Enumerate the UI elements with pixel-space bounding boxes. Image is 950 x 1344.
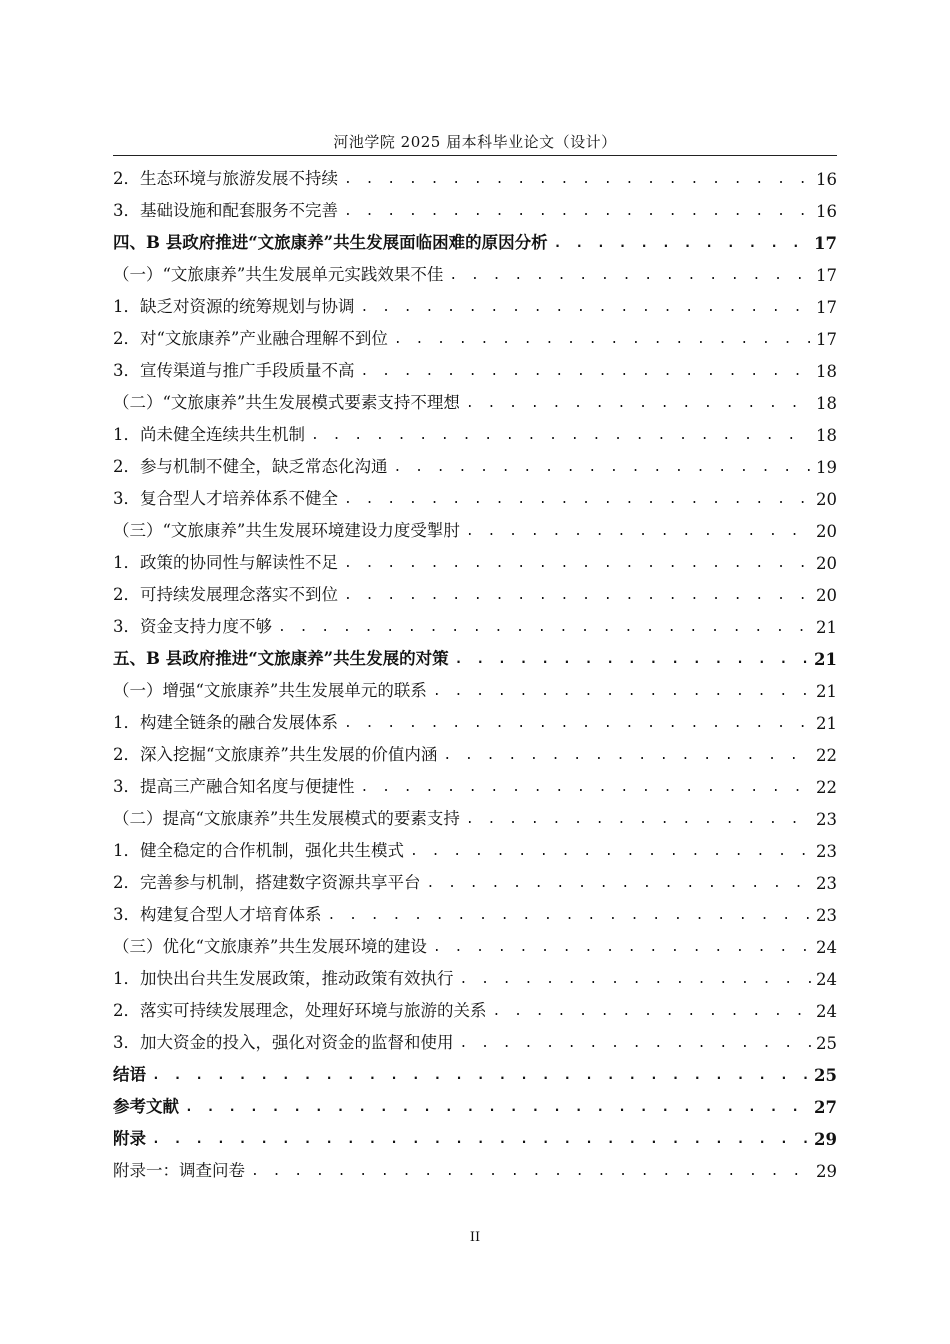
toc-entry-title: 3．基础设施和配套服务不完善 — [113, 201, 338, 220]
toc-entry-title: 3．构建复合型人才培育体系 — [113, 905, 322, 924]
toc-entry-page: 21 — [816, 714, 837, 733]
toc-leader-dots — [466, 812, 812, 827]
toc-entry-page: 19 — [816, 458, 837, 477]
toc-entry-title: 1．健全稳定的合作机制，强化共生模式 — [113, 841, 404, 860]
toc-entry-title: （三）“文旅康养”共生发展环境建设力度受掣肘 — [113, 521, 460, 540]
toc-entry[interactable] — [113, 738, 837, 770]
toc-entry[interactable] — [113, 1122, 837, 1154]
toc-entry[interactable] — [113, 322, 837, 354]
toc-entry-page: 27 — [814, 1098, 837, 1117]
toc-entry[interactable] — [113, 994, 837, 1026]
toc-entry-title: 1．构建全链条的融合发展体系 — [113, 713, 338, 732]
toc-entry-page: 23 — [816, 810, 837, 829]
toc-leader-dots — [361, 364, 813, 379]
toc-entry[interactable] — [113, 706, 837, 738]
toc-entry-page: 21 — [814, 650, 837, 669]
toc-entry-title: 1．尚未健全连续共生机制 — [113, 425, 305, 444]
toc-leader-dots — [152, 1132, 810, 1147]
toc-entry-title: 2．对“文旅康养”产业融合理解不到位 — [113, 329, 388, 348]
toc-entry[interactable] — [113, 1058, 837, 1090]
toc-leader-dots — [466, 524, 812, 539]
toc-entry[interactable] — [113, 226, 837, 258]
toc-entry[interactable] — [113, 1154, 837, 1186]
toc-entry-title: 3．加大资金的投入，强化对资金的监督和使用 — [113, 1033, 454, 1052]
toc-entry[interactable] — [113, 866, 837, 898]
toc-leader-dots — [410, 844, 812, 859]
toc-entry[interactable] — [113, 610, 837, 642]
toc-leader-dots — [311, 428, 812, 443]
running-header: 河池学院 2025 届本科毕业论文（设计） — [333, 133, 617, 151]
toc-entry-page: 21 — [816, 618, 837, 637]
toc-leader-dots — [443, 748, 812, 763]
toc-entry[interactable] — [113, 450, 837, 482]
toc-entry[interactable] — [113, 194, 837, 226]
toc-entry-page: 17 — [816, 266, 837, 285]
toc-entry-page: 17 — [816, 298, 837, 317]
toc-entry-page: 23 — [816, 874, 837, 893]
toc-leader-dots — [344, 172, 812, 187]
toc-entry-title: 2．落实可持续发展理念，处理好环境与旅游的关系 — [113, 1001, 487, 1020]
toc-entry-title: 3．提高三产融合知名度与便捷性 — [113, 777, 355, 796]
toc-entry-title: 1．政策的协同性与解读性不足 — [113, 553, 338, 572]
toc-leader-dots — [344, 588, 812, 603]
toc-entry-title: （一）“文旅康养”共生发展单元实践效果不佳 — [113, 265, 444, 284]
toc-entry-page: 23 — [816, 906, 837, 925]
toc-entry-title: 1．缺乏对资源的统筹规划与协调 — [113, 297, 355, 316]
toc-entry-page: 20 — [816, 490, 837, 509]
toc-entry-page: 18 — [816, 426, 837, 445]
toc-entry-page: 18 — [816, 394, 837, 413]
toc-entry-page: 29 — [814, 1130, 837, 1149]
toc-entry[interactable] — [113, 546, 837, 578]
toc-entry-title: 参考文献 — [113, 1097, 179, 1116]
toc-entry-title: 3．宣传渠道与推广手段质量不高 — [113, 361, 355, 380]
toc-entry-title: （一）增强“文旅康养”共生发展单元的联系 — [113, 681, 427, 700]
toc-entry-title: 附录 — [113, 1129, 146, 1148]
toc-entry-page: 21 — [816, 682, 837, 701]
toc-entry[interactable] — [113, 578, 837, 610]
toc-entry-page: 24 — [816, 1002, 837, 1021]
toc-entry[interactable] — [113, 418, 837, 450]
toc-entry-title: 2．深入挖掘“文旅康养”共生发展的价值内涵 — [113, 745, 438, 764]
toc-entry-title: 四、B 县政府推进“文旅康养”共生发展面临困难的原因分析 — [113, 233, 548, 252]
toc-entry-page: 17 — [814, 234, 837, 253]
toc-leader-dots — [394, 332, 812, 347]
toc-entry-title: （二）“文旅康养”共生发展模式要素支持不理想 — [113, 393, 460, 412]
toc-entry-title: 结语 — [113, 1065, 146, 1084]
toc-leader-dots — [152, 1068, 810, 1083]
toc-entry-title: 2．生态环境与旅游发展不持续 — [113, 169, 338, 188]
header-rule — [113, 155, 837, 156]
toc-leader-dots — [278, 620, 812, 635]
toc-entry-title: （三）优化“文旅康养”共生发展环境的建设 — [113, 937, 427, 956]
toc-entry[interactable] — [113, 1026, 837, 1058]
toc-leader-dots — [466, 396, 812, 411]
toc-entry[interactable] — [113, 514, 837, 546]
toc-entry-page: 24 — [816, 970, 837, 989]
toc-leader-dots — [433, 940, 812, 955]
toc-entry[interactable] — [113, 898, 837, 930]
toc-entry-title: 五、B 县政府推进“文旅康养”共生发展的对策 — [113, 649, 449, 668]
toc-entry[interactable] — [113, 834, 837, 866]
toc-leader-dots — [433, 684, 812, 699]
toc-entry-title: 3．复合型人才培养体系不健全 — [113, 489, 338, 508]
toc-entry[interactable] — [113, 482, 837, 514]
toc-entry-title: 2．参与机制不健全，缺乏常态化沟通 — [113, 457, 388, 476]
toc-entry-page: 20 — [816, 554, 837, 573]
toc-entry-page: 20 — [816, 522, 837, 541]
toc-entry[interactable] — [113, 770, 837, 802]
toc-leader-dots — [460, 972, 813, 987]
toc-entry[interactable] — [113, 962, 837, 994]
toc-entry-page: 22 — [816, 746, 837, 765]
toc-entry-page: 20 — [816, 586, 837, 605]
toc-leader-dots — [185, 1100, 810, 1115]
toc-entry[interactable] — [113, 1090, 837, 1122]
toc-entry[interactable] — [113, 642, 837, 674]
toc-leader-dots — [394, 460, 813, 475]
toc-entry[interactable] — [113, 930, 837, 962]
toc-leader-dots — [455, 652, 810, 667]
toc-entry-title: 1．加快出台共生发展政策，推动政策有效执行 — [113, 969, 454, 988]
toc-entry-page: 18 — [816, 362, 837, 381]
toc-entry-page: 25 — [814, 1066, 837, 1085]
table-of-contents — [113, 162, 837, 1186]
toc-entry-page: 29 — [816, 1162, 837, 1181]
toc-leader-dots — [460, 1036, 813, 1051]
toc-leader-dots — [449, 268, 812, 283]
toc-leader-dots — [328, 908, 813, 923]
toc-entry[interactable] — [113, 258, 837, 290]
toc-entry-page: 16 — [816, 202, 837, 221]
toc-entry-title: 3．资金支持力度不够 — [113, 617, 272, 636]
toc-entry[interactable] — [113, 674, 837, 706]
toc-leader-dots — [344, 204, 812, 219]
toc-entry[interactable] — [113, 162, 837, 194]
toc-entry[interactable] — [113, 290, 837, 322]
toc-entry-title: 2．完善参与机制，搭建数字资源共享平台 — [113, 873, 421, 892]
toc-entry-page: 17 — [816, 330, 837, 349]
toc-entry[interactable] — [113, 802, 837, 834]
toc-leader-dots — [251, 1164, 812, 1179]
page-number: II — [469, 1230, 481, 1245]
toc-leader-dots — [427, 876, 813, 891]
toc-leader-dots — [344, 716, 812, 731]
toc-leader-dots — [344, 556, 812, 571]
toc-entry[interactable] — [113, 354, 837, 386]
toc-entry-page: 23 — [816, 842, 837, 861]
toc-leader-dots — [361, 780, 813, 795]
toc-entry-page: 22 — [816, 778, 837, 797]
toc-leader-dots — [493, 1004, 813, 1019]
toc-entry-page: 25 — [816, 1034, 837, 1053]
toc-entry-page: 16 — [816, 170, 837, 189]
toc-entry-title: 2．可持续发展理念落实不到位 — [113, 585, 338, 604]
toc-entry-title: （二）提高“文旅康养”共生发展模式的要素支持 — [113, 809, 460, 828]
toc-entry-title: 附录一：调查问卷 — [113, 1161, 245, 1180]
toc-leader-dots — [344, 492, 812, 507]
toc-leader-dots — [361, 300, 813, 315]
toc-leader-dots — [554, 236, 810, 251]
toc-entry[interactable] — [113, 386, 837, 418]
toc-entry-page: 24 — [816, 938, 837, 957]
